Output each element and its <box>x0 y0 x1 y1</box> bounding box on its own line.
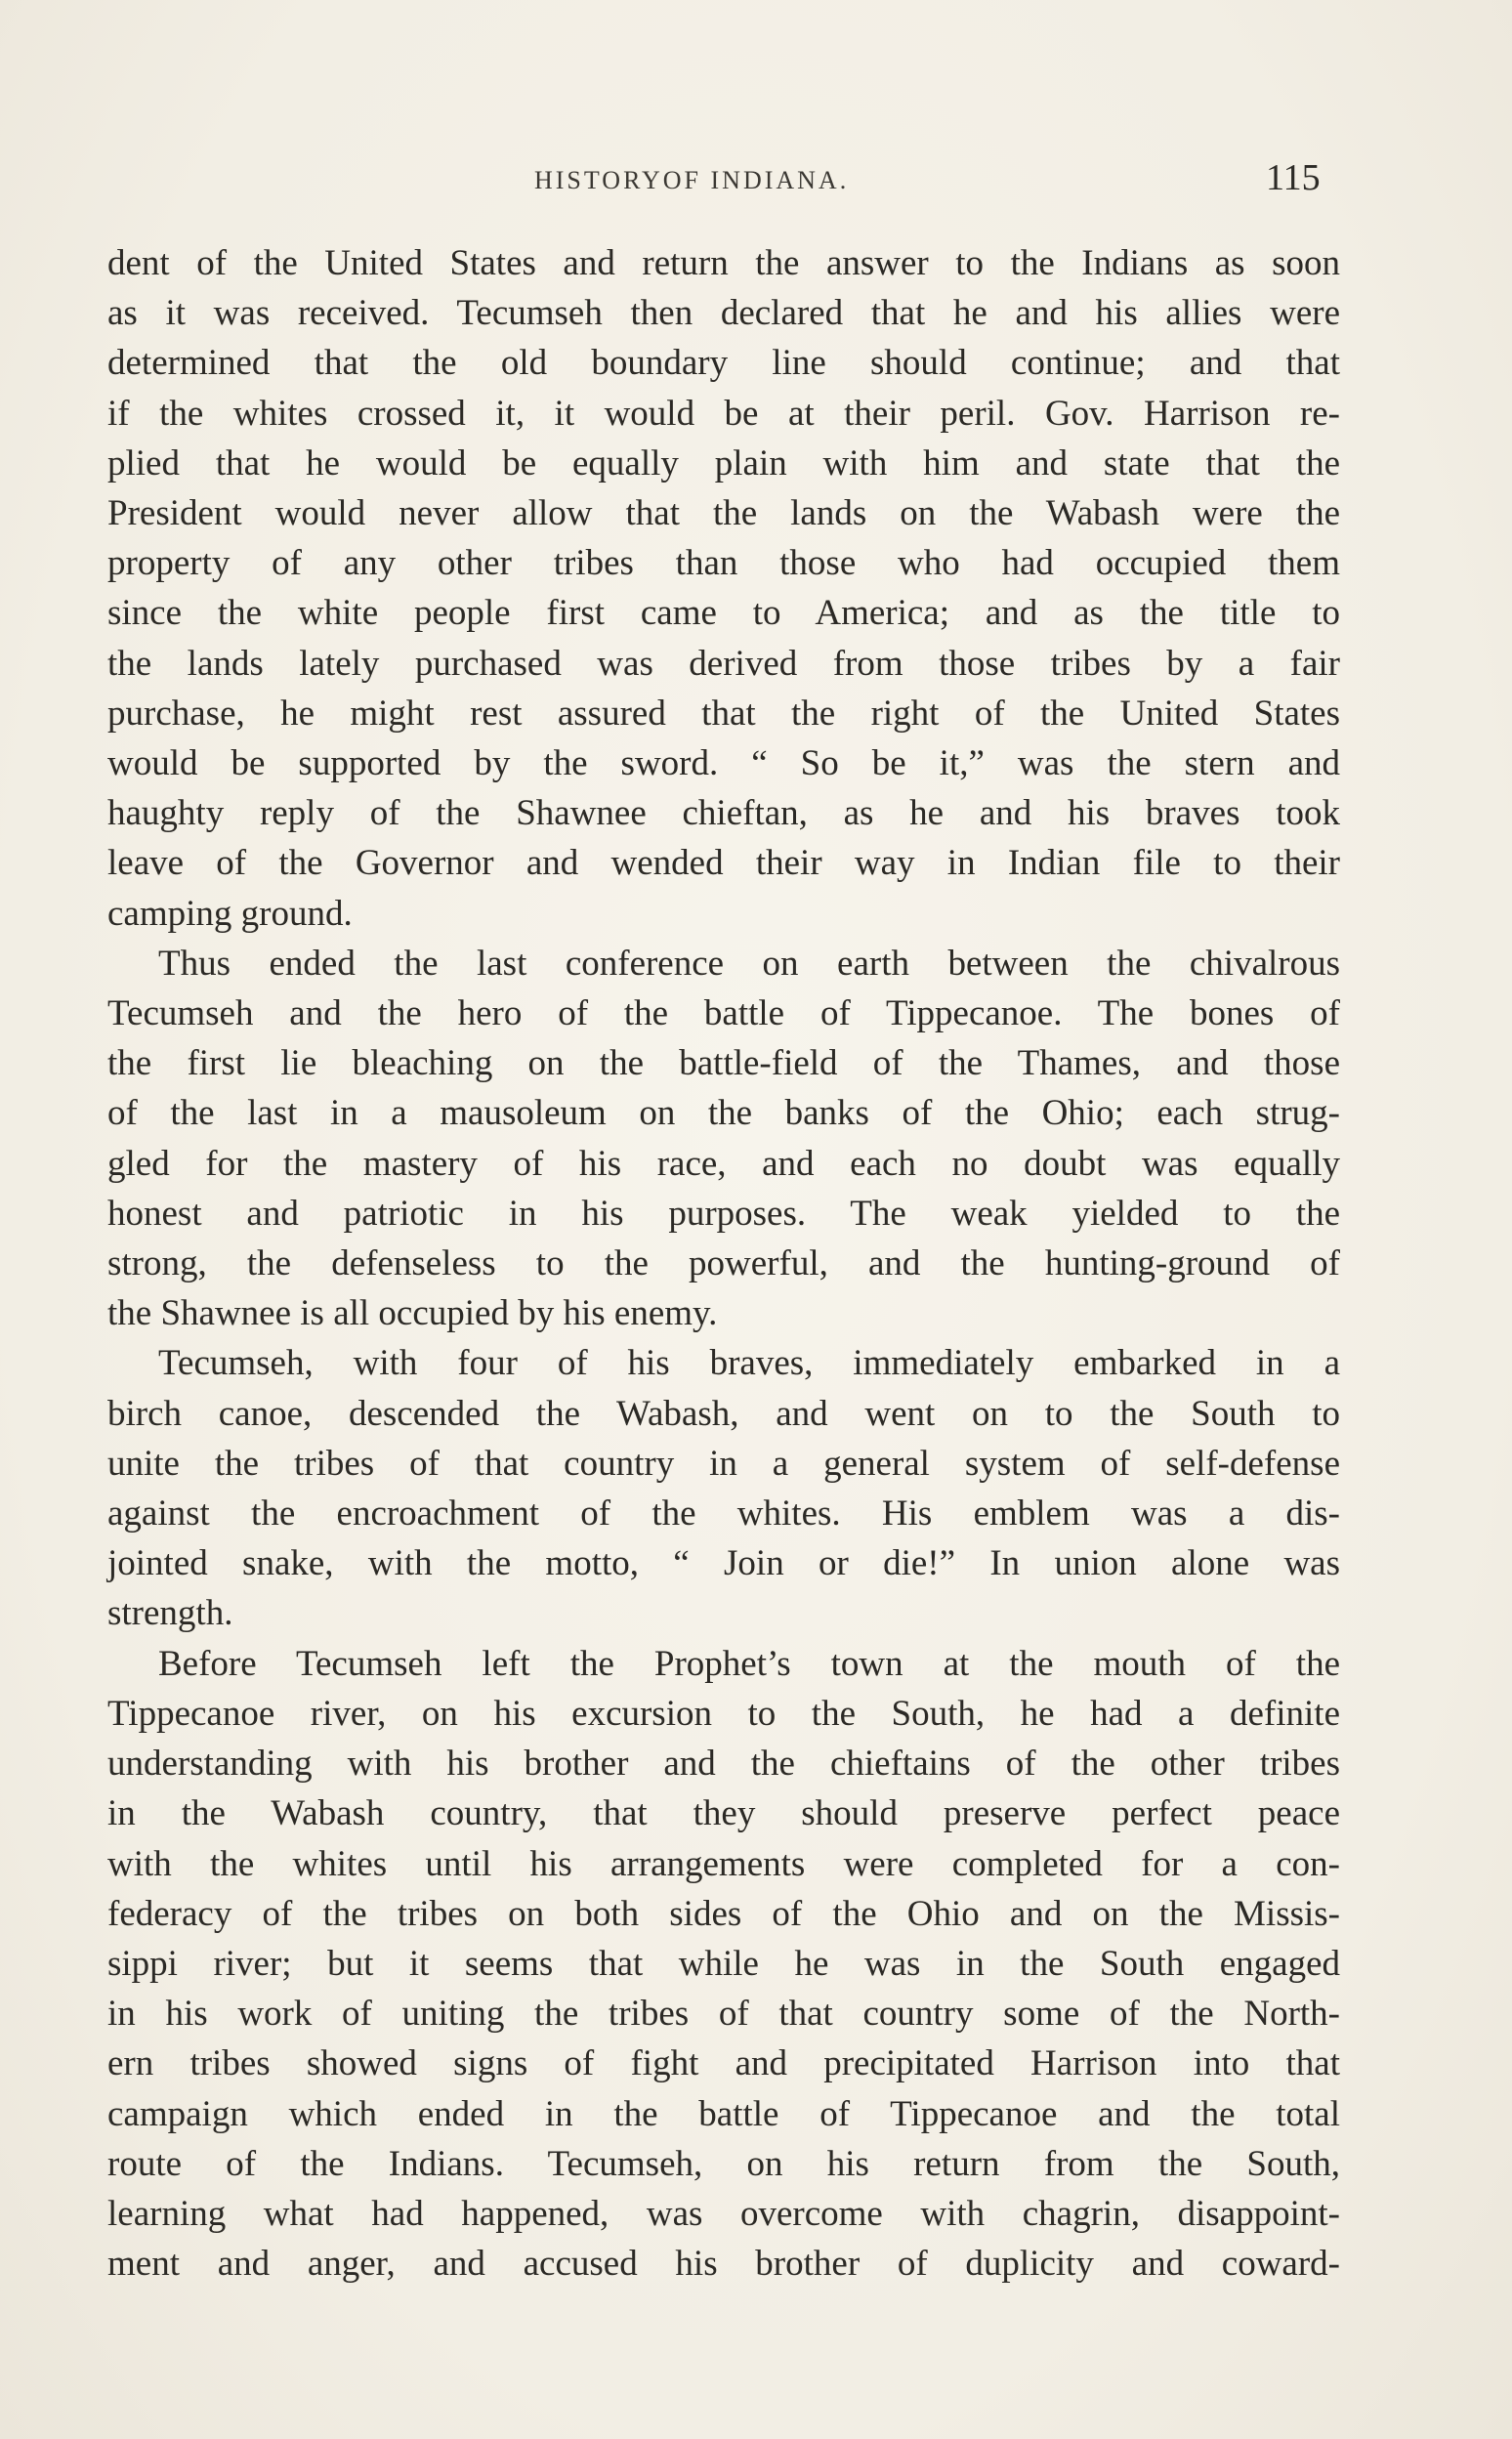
text-line: the lands lately purchased was derived from those tribes by a fair <box>107 643 1340 684</box>
text-line: Before Tecumseh left the Prophet’s town at the mouth of the <box>158 1643 1340 1684</box>
text-line: President would never allow that the lands on the Wabash were the <box>107 493 1340 534</box>
text-line: of the last in a mausoleum on the banks of the Ohio; each strug- <box>107 1093 1340 1134</box>
text-line: Tippecanoe river, on his excursion to the South, he had a definite <box>107 1693 1340 1734</box>
text-line: purchase, he might rest assured that the right of the United States <box>107 693 1340 734</box>
text-line: unite the tribes of that country in a general system of self-defense <box>107 1443 1340 1484</box>
text-line: campaign which ended in the battle of Tippecanoe and the total <box>107 2093 1340 2134</box>
text-line: route of the Indians. Tecumseh, on his return from the South, <box>107 2143 1340 2184</box>
text-line: learning what had happened, was overcome with chagrin, disappoint- <box>107 2193 1340 2234</box>
text-line: property of any other tribes than those who had occupied them <box>107 543 1340 584</box>
text-line: Tecumseh, with four of his braves, immediately embarked in a <box>158 1343 1340 1384</box>
text-line: the first lie bleaching on the battle-field of the Thames, and those <box>107 1043 1340 1084</box>
text-line: in his work of uniting the tribes of that country some of the North- <box>107 1994 1340 2035</box>
text-line: birch canoe, descended the Wabash, and went on to the South to <box>107 1393 1340 1434</box>
text-line: haughty reply of the Shawnee chieftan, as he and his braves took <box>107 793 1340 834</box>
text-line: ern tribes showed signs of fight and precipitated Harrison into that <box>107 2043 1340 2084</box>
text-line: plied that he would be equally plain with him and state that the <box>107 442 1340 484</box>
text-line: if the whites crossed it, it would be at their peril. Gov. Harrison re- <box>107 393 1340 434</box>
text-line: understanding with his brother and the chieftains of the other tribes <box>107 1744 1340 1785</box>
text-line: against the encroachment of the whites. His emblem was a dis- <box>107 1493 1340 1535</box>
text-line: in the Wabash country, that they should preserve perfect peace <box>107 1793 1340 1834</box>
text-line: strong, the defenseless to the powerful, and the hunting-ground of <box>107 1243 1340 1284</box>
running-head <box>0 156 1512 215</box>
text-line: honest and patriotic in his purposes. The weak yielded to the <box>107 1193 1340 1234</box>
text-line: would be supported by the sword. “ So be it,” was the stern and <box>107 743 1340 784</box>
text-line: determined that the old boundary line should continue; and that <box>107 343 1340 384</box>
text-line: leave of the Governor and wended their way in Indian file to their <box>107 843 1340 884</box>
text-line: camping ground. <box>107 893 353 934</box>
text-line: sippi river; but it seems that while he was in the South engaged <box>107 1943 1340 1984</box>
text-line: dent of the United States and return the answer to the Indians as soon <box>107 243 1340 283</box>
running-title: HISTORYOF INDIANA. <box>534 166 850 194</box>
text-line: Thus ended the last conference on earth between the chivalrous <box>158 943 1340 984</box>
text-line: ment and anger, and accused his brother of duplicity and coward- <box>107 2244 1340 2285</box>
text-line: the Shawnee is all occupied by his enemy. <box>107 1293 718 1334</box>
text-line: with the whites until his arrangements were completed for a con- <box>107 1843 1340 1884</box>
text-line: since the white people first came to America; and as the title to <box>107 593 1340 634</box>
text-line: as it was received. Tecumseh then declared that he and his allies were <box>107 293 1340 334</box>
text-line: jointed snake, with the motto, “ Join or die!” In union alone was <box>107 1543 1340 1584</box>
text-line: strength. <box>107 1593 233 1634</box>
text-line: gled for the mastery of his race, and each no doubt was equally <box>107 1143 1340 1184</box>
text-line: Tecumseh and the hero of the battle of Tippecanoe. The bones of <box>107 993 1340 1034</box>
page-number: 115 <box>1266 157 1321 198</box>
body-text <box>107 238 1340 2289</box>
text-line: federacy of the tribes on both sides of the Ohio and on the Missis- <box>107 1893 1340 1934</box>
